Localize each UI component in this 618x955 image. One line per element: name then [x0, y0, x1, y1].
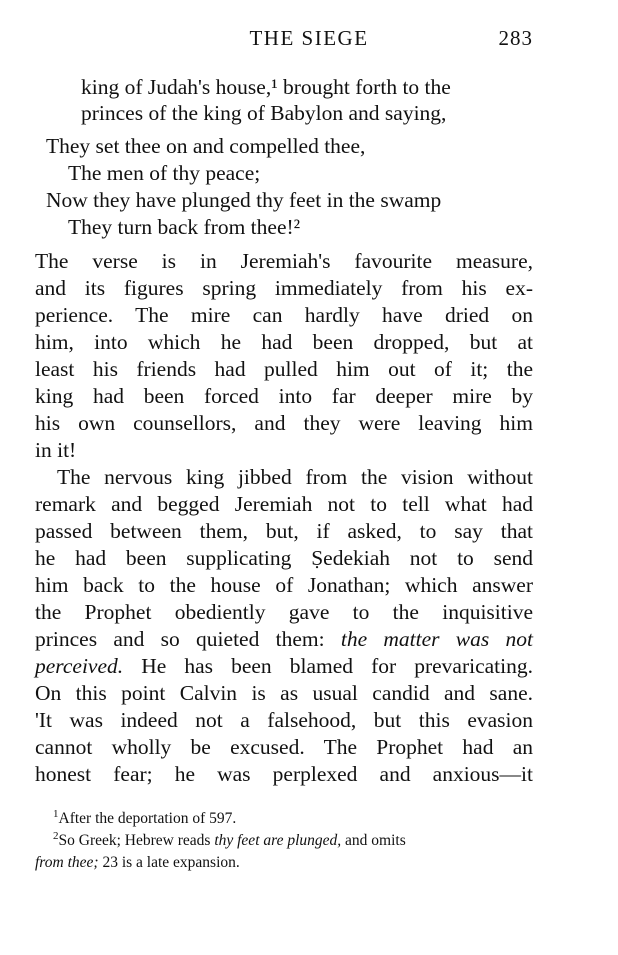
body-line — [35, 653, 533, 680]
footnote-marker: 2 — [53, 829, 59, 842]
body-line: in it! — [35, 438, 77, 462]
body-line-roman: He has been blamed for prevaricating. — [141, 654, 534, 678]
footnote-italic: from thee; — [35, 854, 99, 871]
body-line: The verse is in Jeremiah's favourite measure, — [35, 249, 533, 273]
page-number: 283 — [498, 26, 533, 50]
body-line: least his friends had pulled him out of it; the — [35, 357, 533, 381]
body-line: he had been supplicating Ṣedekiah not to send — [35, 546, 533, 570]
page-header — [0, 26, 618, 54]
footnote-text: So Greek; Hebrew reads — [58, 832, 211, 849]
quote-intro-line: princes of the king of Babylon and saying, — [81, 101, 447, 125]
body-line: king had been forced into far deeper mire by — [35, 384, 533, 408]
body-line: him back to the house of Jonathan; which answer — [35, 573, 533, 597]
footnote-2-continued — [35, 852, 535, 874]
verse-line: Now they have plunged thy feet in the swamp — [46, 188, 442, 212]
body-line: 'It was indeed not a falsehood, but this evasion — [35, 708, 533, 732]
body-line: passed between them, but, if asked, to say that — [35, 519, 533, 543]
verse-line: They set thee on and compelled thee, — [46, 134, 366, 158]
body-line: him, into which he had been dropped, but at — [35, 330, 533, 354]
quote-intro — [81, 74, 536, 126]
body-line-roman: princes and so quieted them: — [35, 627, 325, 651]
body-line — [35, 626, 533, 653]
italic-quotation: the matter was not — [340, 627, 533, 651]
body-line: perience. The mire can hardly have dried on — [35, 303, 533, 327]
body-line: and its figures spring immediately from his ex- — [35, 276, 533, 300]
body-text — [35, 248, 533, 788]
footnote-text: and omits — [345, 832, 406, 849]
verse-quotation — [46, 133, 536, 241]
verse-line: They turn back from thee!² — [68, 215, 301, 239]
verse-line: The men of thy peace; — [68, 161, 261, 185]
body-line: On this point Calvin is as usual candid and sane. — [35, 681, 533, 705]
footnote-text: 23 is a late expansion. — [102, 854, 240, 871]
body-line: The nervous king jibbed from the vision without — [57, 465, 533, 489]
footnote-2 — [35, 830, 535, 852]
body-line: honest fear; he was perplexed and anxious—it — [35, 762, 533, 786]
footnote-text: After the deportation of 597. — [58, 810, 237, 827]
body-line: his own counsellors, and they were leaving him — [35, 411, 533, 435]
footnote-1 — [35, 808, 535, 830]
body-line: remark and begged Jeremiah not to tell what had — [35, 492, 533, 516]
footnotes — [35, 808, 535, 874]
body-line: cannot wholly be excused. The Prophet had an — [35, 735, 533, 759]
italic-quotation: perceived. — [35, 654, 124, 678]
footnote-marker: 1 — [53, 807, 59, 820]
footnote-italic: thy feet are plunged, — [214, 832, 342, 849]
body-line: the Prophet obediently gave to the inquisitive — [35, 600, 533, 624]
quote-intro-line: king of Judah's house,¹ brought forth to the — [81, 75, 451, 99]
running-head: THE SIEGE — [249, 26, 369, 50]
